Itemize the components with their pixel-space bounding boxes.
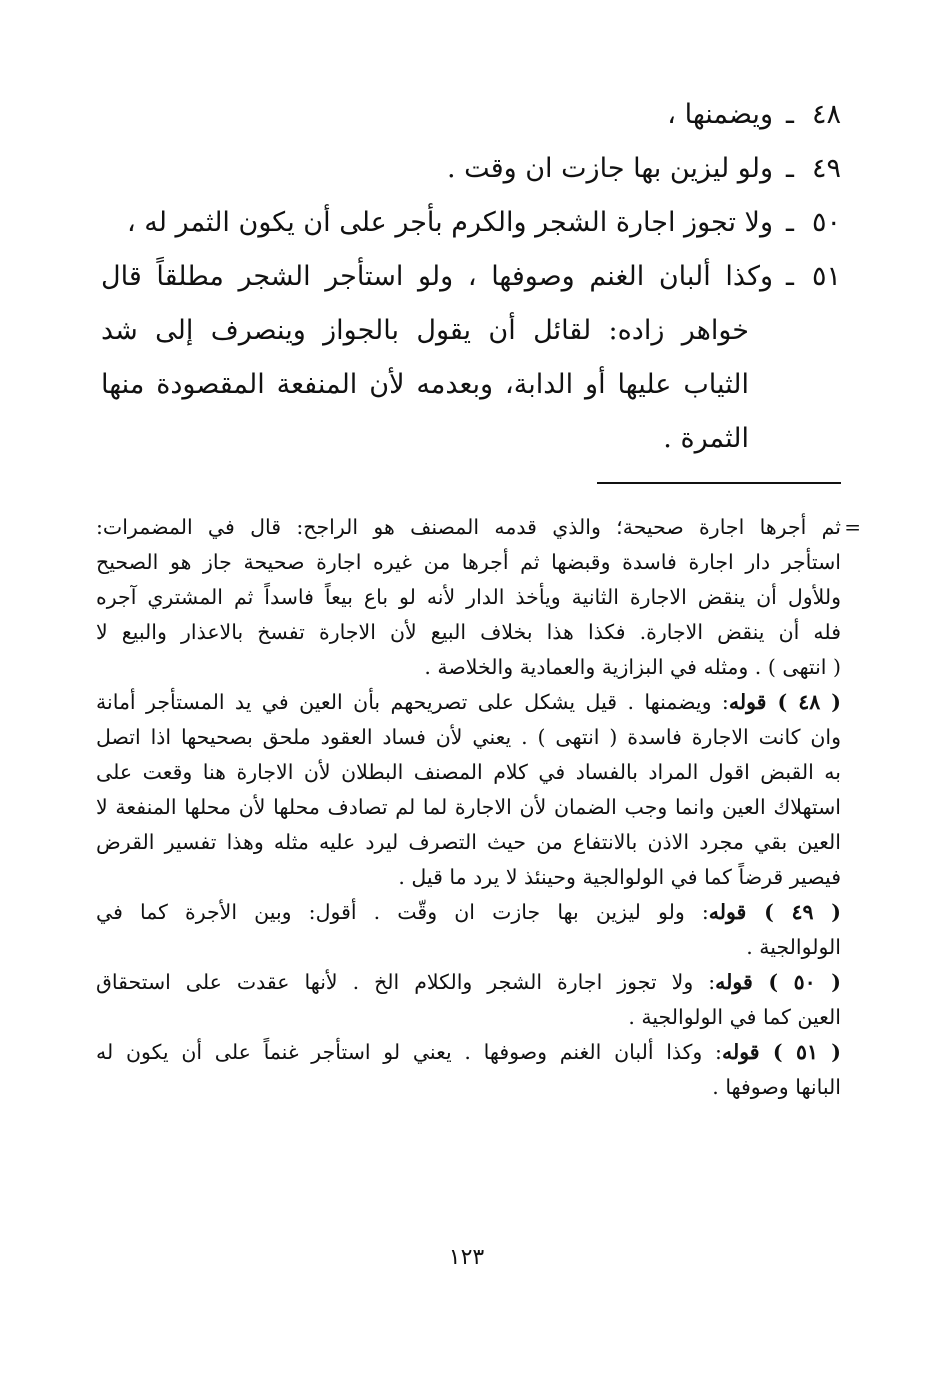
continuation-mark: = <box>844 515 861 539</box>
footnote-line: ثم أجرها اجارة صحيحة؛ والذي قدمه المصنف هو الراجح: قال في المضمرات: <box>96 515 841 539</box>
entry-number: ٤٩ <box>811 153 841 184</box>
entry-50 <box>101 196 841 250</box>
footnote-line: وللأول أن ينقض الاجارة الثانية ويأخذ الدار لأنه لو باع بيعاً فاسداً ثم المشتري آجره <box>96 585 841 609</box>
entry-48 <box>101 88 841 142</box>
entry-number: ٥٠ <box>811 207 841 238</box>
footnote-51 <box>96 1035 841 1105</box>
footnote-line: استأجر دار اجارة فاسدة وقبضها ثم أجرها من غيره اجارة صحيحة جاز هو الصحيح <box>96 550 841 574</box>
footnote-50 <box>96 965 841 1035</box>
footnote-line <box>96 1035 841 1070</box>
entry-49 <box>101 142 841 196</box>
entry-number: ٤٨ <box>811 99 841 130</box>
footnote-separator <box>597 482 841 484</box>
footnote-text: : ويضمنها . قيل يشكل على تصريحهم بأن العين في يد المستأجر أمانة <box>96 690 729 714</box>
footnote-49 <box>96 895 841 965</box>
footnote-label: ( ٥٠ ) قوله <box>715 970 841 994</box>
footnote-line: فيصير قرضاً كما في الولوالجية وحينئذ لا يرد ما قيل . <box>398 865 841 889</box>
footnote-line <box>96 685 841 720</box>
entry-51-continuation: خواهر زاده: لقائل أن يقول بالجواز وينصرف إلى شد <box>101 315 749 346</box>
entry-51-continuation: الثمرة . <box>663 423 749 454</box>
entry-text: ولو ليزين بها جازت ان وقت . <box>447 153 773 184</box>
footnote-line <box>96 895 841 930</box>
footnotes <box>96 510 841 1105</box>
footnote-line: وان كانت الاجارة فاسدة ( انتهى ) . يعني لأن فساد العقود ملحق بصحيحها اذا اتصل <box>96 725 841 749</box>
footnote-line: فله أن ينقض الاجارة. فكذا هذا بخلاف البيع لأن الاجارة تفسخ بالاعذار والبيع لا <box>96 620 841 644</box>
footnote-line <box>96 965 841 1000</box>
entry-dash: ـ <box>786 99 794 130</box>
footnote-line: به القبض اقول المراد بالفساد في كلام المصنف البطلان لأن الاجارة هنا وقعت على <box>96 760 841 784</box>
page-number: ١٢٣ <box>448 1245 485 1270</box>
footnote-line: الولوالجية . <box>746 935 841 959</box>
entry-text: وكذا ألبان الغنم وصوفها ، ولو استأجر الشجر مطلقاً قال <box>101 261 773 292</box>
entry-dash: ـ <box>786 261 794 292</box>
footnote-continuation <box>96 510 841 685</box>
footnote-text: : وكذا ألبان الغنم وصوفها . يعني لو استأجر غنماً على أن يكون له <box>96 1040 722 1064</box>
footnote-label: ( ٥١ ) قوله <box>721 1040 841 1064</box>
footnote-line: ( انتهى ) . ومثله في البزازية والعمادية والخلاصة . <box>424 655 841 679</box>
main-text <box>101 88 841 466</box>
footnote-line: البانها وصوفها . <box>712 1075 841 1099</box>
entry-51-continuation: الثياب عليها أو الدابة، وبعدمه لأن المنفعة المقصودة منها <box>101 369 749 400</box>
entry-dash: ـ <box>786 153 794 184</box>
entry-text: ويضمنها ، <box>667 99 773 130</box>
footnote-text: : ولا تجوز اجارة الشجر والكلام الخ . لأنها عقدت على استحقاق <box>96 970 716 994</box>
entry-text: ولا تجوز اجارة الشجر والكرم بأجر على أن يكون الثمر له ، <box>126 207 773 238</box>
footnote-48 <box>96 685 841 895</box>
footnote-label: ( ٤٨ ) قوله <box>728 690 841 714</box>
footnote-label: ( ٤٩ ) قوله <box>708 900 841 924</box>
footnote-line: العين كما في الولوالجية . <box>628 1005 841 1029</box>
footnote-line: العين بقي مجرد الاذن بالانتفاع من حيث التصرف ليرد عليه مثله وهذا تفسير القرض <box>96 830 841 854</box>
entry-number: ٥١ <box>811 261 841 292</box>
footnote-text: : ولو ليزين بها جازت ان وقّت . أقول: وبين الأجرة كما في <box>96 900 709 924</box>
entry-dash: ـ <box>786 207 794 238</box>
footnote-line: استهلاك العين وانما وجب الضمان لأن الاجارة لما لم تصادف محلها لأن محلها المنفعة لا <box>96 795 841 819</box>
entry-51 <box>101 250 841 304</box>
